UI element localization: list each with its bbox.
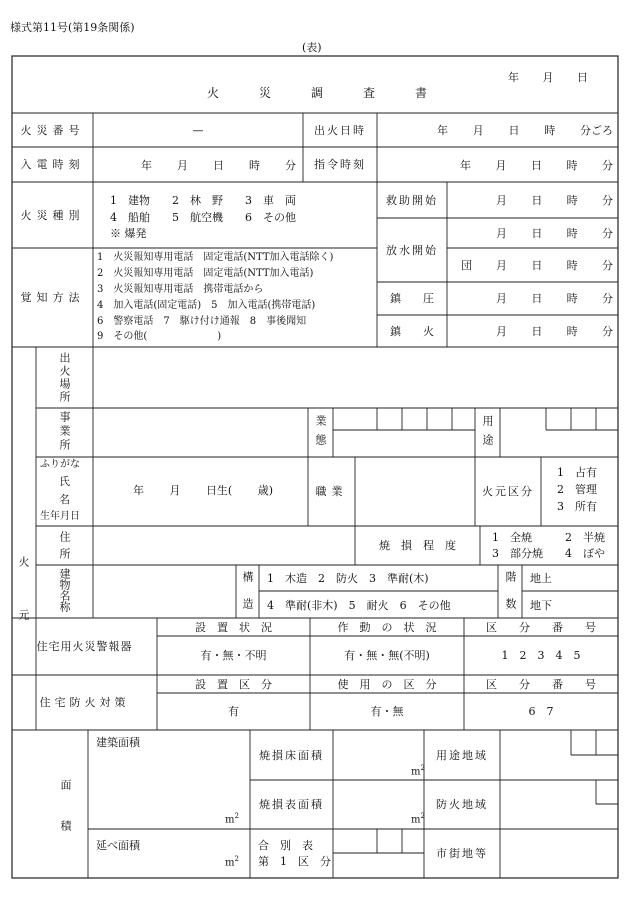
- fire-origin-side-label: 火元: [17, 556, 30, 662]
- water-start-field[interactable]: [496, 228, 613, 239]
- col-month: 月: [496, 325, 507, 338]
- fire-type-options-2[interactable]: 4 船舶 5 航空機 6 その他: [110, 211, 296, 224]
- birth-month: 月: [169, 484, 181, 497]
- call-time-day: 日: [213, 159, 224, 172]
- underground-label[interactable]: 地下: [530, 599, 552, 612]
- prevention-category-options[interactable]: 6 7: [528, 705, 554, 718]
- detection-option-6[interactable]: 9 その他( ): [97, 331, 222, 342]
- call-time-year: 年: [141, 159, 152, 172]
- urban-area-field[interactable]: [500, 829, 618, 878]
- furigana-label: ふりがな: [40, 459, 80, 470]
- call-time-field[interactable]: [141, 160, 296, 171]
- col-month: 月: [496, 292, 507, 305]
- damage-options-2[interactable]: 3 部分焼 4 ぼや: [492, 547, 605, 560]
- col-hour: 時: [566, 227, 578, 240]
- prevention-install-header: 設 置 区 分: [195, 677, 272, 691]
- fire-number-label: 火災番号: [20, 123, 85, 137]
- birth-age: 歳): [257, 484, 273, 497]
- col-minute: 分: [601, 227, 613, 240]
- total-floor-unit: $m^2$: [225, 855, 239, 869]
- origin-class-label: 火元区分: [482, 485, 534, 498]
- structure-label: 構造: [241, 571, 254, 625]
- use-label: 用途: [481, 415, 494, 453]
- alarm-install-header: 設 置 状 況: [195, 620, 272, 634]
- col-day: 日: [531, 259, 543, 272]
- col-day: 日: [531, 292, 543, 305]
- structure-options-2[interactable]: 4 準耐(非木) 5 耐火 6 その他: [267, 599, 451, 612]
- birth-date-field[interactable]: [133, 485, 273, 496]
- structure-options-1[interactable]: 1 木造 2 防火 3 準耐(木): [267, 572, 429, 585]
- detection-option-3[interactable]: 3 火災報知専用電話 携帯電話から: [97, 284, 264, 295]
- above-ground-label[interactable]: 地上: [530, 572, 552, 585]
- fire-type-explosion[interactable]: ※ 爆発: [110, 227, 147, 240]
- fire-prevention-label: 住宅防火対策: [39, 696, 130, 709]
- col-hour: 時: [566, 325, 578, 338]
- fire-type-options-1[interactable]: 1 建物 2 林 野 3 車 両: [110, 194, 296, 207]
- suppression-field[interactable]: [496, 293, 613, 304]
- prevention-use-header: 使 用 の 区 分: [337, 677, 437, 691]
- header-date[interactable]: [508, 72, 588, 83]
- command-time-year: 年: [460, 159, 471, 172]
- urban-area-label: 市街地等: [436, 847, 488, 860]
- burned-floor-area-label: 焼損床面積: [259, 748, 324, 762]
- extinguish-label: 鎮 火: [390, 324, 434, 338]
- occupation-label: 職業: [315, 485, 348, 498]
- col-minute: 分: [601, 292, 613, 305]
- alarm-category-options[interactable]: 1 2 3 4 5: [501, 649, 581, 662]
- detection-option-4[interactable]: 4 加入電話(固定電話) 5 加入電話(携帯電話): [97, 300, 316, 311]
- alarm-operation-header: 作 動 の 状 況: [337, 620, 437, 634]
- rescue-start-label: 救助開始: [386, 193, 438, 207]
- birth-year: 年: [133, 484, 144, 497]
- detection-label: 覚知方法: [20, 291, 85, 304]
- col-day: 日: [531, 227, 543, 240]
- address-field[interactable]: [93, 526, 355, 565]
- call-time-minute: 分: [285, 159, 296, 172]
- office-field[interactable]: [93, 408, 308, 457]
- col-day: 日: [531, 325, 543, 338]
- fire-datetime-day: 日: [508, 124, 520, 137]
- building-name-label: 建物名称: [58, 568, 71, 612]
- suppression-label: 鎮 圧: [390, 292, 434, 305]
- business-type-label: 業態: [314, 415, 327, 453]
- floors-label: 階数: [504, 571, 517, 625]
- office-label: 事業所: [58, 411, 71, 453]
- name-label-shi: 氏: [59, 475, 70, 488]
- col-hour: 時: [566, 292, 578, 305]
- water-start-dan-field[interactable]: [496, 260, 613, 271]
- call-time-label: 入電時刻: [20, 158, 85, 171]
- header-month: 月: [542, 71, 554, 84]
- rescue-start-field[interactable]: [496, 195, 613, 206]
- address-label: 住所: [58, 531, 71, 565]
- burned-surface-unit: $m^2$: [411, 812, 425, 826]
- fire-zone-label: 防火地域: [436, 798, 488, 811]
- col-month: 月: [496, 227, 507, 240]
- burned-floor-unit: $m^2$: [411, 764, 425, 778]
- command-time-minute: 分: [602, 159, 613, 172]
- command-time-hour: 時: [566, 159, 578, 172]
- building-area-unit: $m^2$: [225, 812, 239, 826]
- col-hour: 時: [566, 194, 578, 207]
- name-label-mei: 名: [59, 493, 70, 506]
- burned-surface-area-label: 焼損表面積: [259, 798, 324, 811]
- header-year: 年: [508, 71, 519, 84]
- residential-alarm-label: 住宅用火災警報器: [36, 640, 133, 653]
- detection-option-5[interactable]: 6 警察電話 7 駆け付け通報 8 事後聞知: [97, 316, 307, 327]
- col-hour: 時: [566, 259, 578, 272]
- prevention-category-header: 区 分 番 号: [486, 677, 596, 691]
- damage-options-1[interactable]: 1 全焼 2 半焼: [492, 531, 605, 544]
- fire-place-label: 出火場所: [58, 352, 71, 404]
- building-name-field[interactable]: [93, 565, 236, 618]
- page-title: 火 災 調 査 書: [207, 86, 442, 100]
- col-minute: 分: [601, 259, 613, 272]
- fire-datetime-minute: 分ごろ: [580, 124, 613, 137]
- birth-date-label: 生年月日: [40, 511, 80, 522]
- fire-datetime-label: 出火日時: [314, 123, 366, 137]
- water-start-label: 放水開始: [386, 243, 438, 257]
- alarm-category-header: 区 分 番 号: [486, 620, 596, 634]
- alarm-operation-options[interactable]: 有・無・無(不明): [344, 649, 430, 662]
- call-time-hour: 時: [249, 159, 260, 172]
- fire-datetime-year: 年: [437, 124, 448, 137]
- col-day: 日: [531, 194, 543, 207]
- prevention-use-options[interactable]: 有・無: [370, 705, 404, 718]
- annex-class-label-1: 合 別 表: [258, 839, 313, 852]
- origin-option-management[interactable]: 2 管理: [557, 483, 597, 496]
- command-time-field[interactable]: [460, 160, 613, 171]
- use-zone-field[interactable]: [500, 730, 571, 780]
- form-number: 様式第11号(第19条関係): [10, 21, 135, 34]
- fire-number-value[interactable]: —: [192, 123, 204, 137]
- col-minute: 分: [601, 325, 613, 338]
- origin-option-ownership[interactable]: 3 所有: [557, 500, 597, 513]
- fire-datetime-field[interactable]: [437, 125, 613, 136]
- birth-day: 日生(: [205, 484, 233, 497]
- dan-label: 団: [461, 259, 472, 272]
- prevention-install-value[interactable]: 有: [228, 705, 239, 718]
- header-day: 日: [577, 71, 588, 84]
- command-time-month: 月: [495, 159, 507, 172]
- extinguish-field[interactable]: [496, 326, 613, 337]
- total-floor-area-label: 延べ面積: [96, 839, 140, 852]
- detection-option-1[interactable]: 1 火災報知専用電話 固定電話(NTT加入電話除く): [97, 252, 334, 263]
- fire-datetime-hour: 時: [544, 124, 556, 137]
- area-side-label: 面積: [59, 779, 72, 861]
- col-minute: 分: [601, 194, 613, 207]
- fire-datetime-month: 月: [472, 124, 484, 137]
- omote-label: (表): [302, 41, 322, 54]
- fire-zone-field[interactable]: [500, 780, 596, 829]
- use-zone-label: 用途地域: [436, 748, 488, 762]
- fire-type-label: 火災種別: [20, 208, 85, 222]
- call-time-month: 月: [177, 159, 188, 172]
- command-time-day: 日: [531, 159, 542, 172]
- origin-option-occupancy[interactable]: 1 占有: [557, 466, 597, 479]
- detection-option-2[interactable]: 2 火災報知専用電話 固定電話(NTT加入電話): [97, 268, 314, 279]
- fire-place-field[interactable]: [93, 347, 618, 408]
- damage-degree-label: 焼 損 程 度: [379, 539, 456, 552]
- col-month: 月: [496, 194, 507, 207]
- col-month: 月: [496, 259, 507, 272]
- annex-class-label-2: 第 1 区 分: [258, 855, 331, 868]
- command-time-label: 指令時刻: [314, 158, 366, 171]
- alarm-install-options[interactable]: 有・無・不明: [200, 649, 267, 662]
- building-area-label: 建築面積: [96, 736, 140, 749]
